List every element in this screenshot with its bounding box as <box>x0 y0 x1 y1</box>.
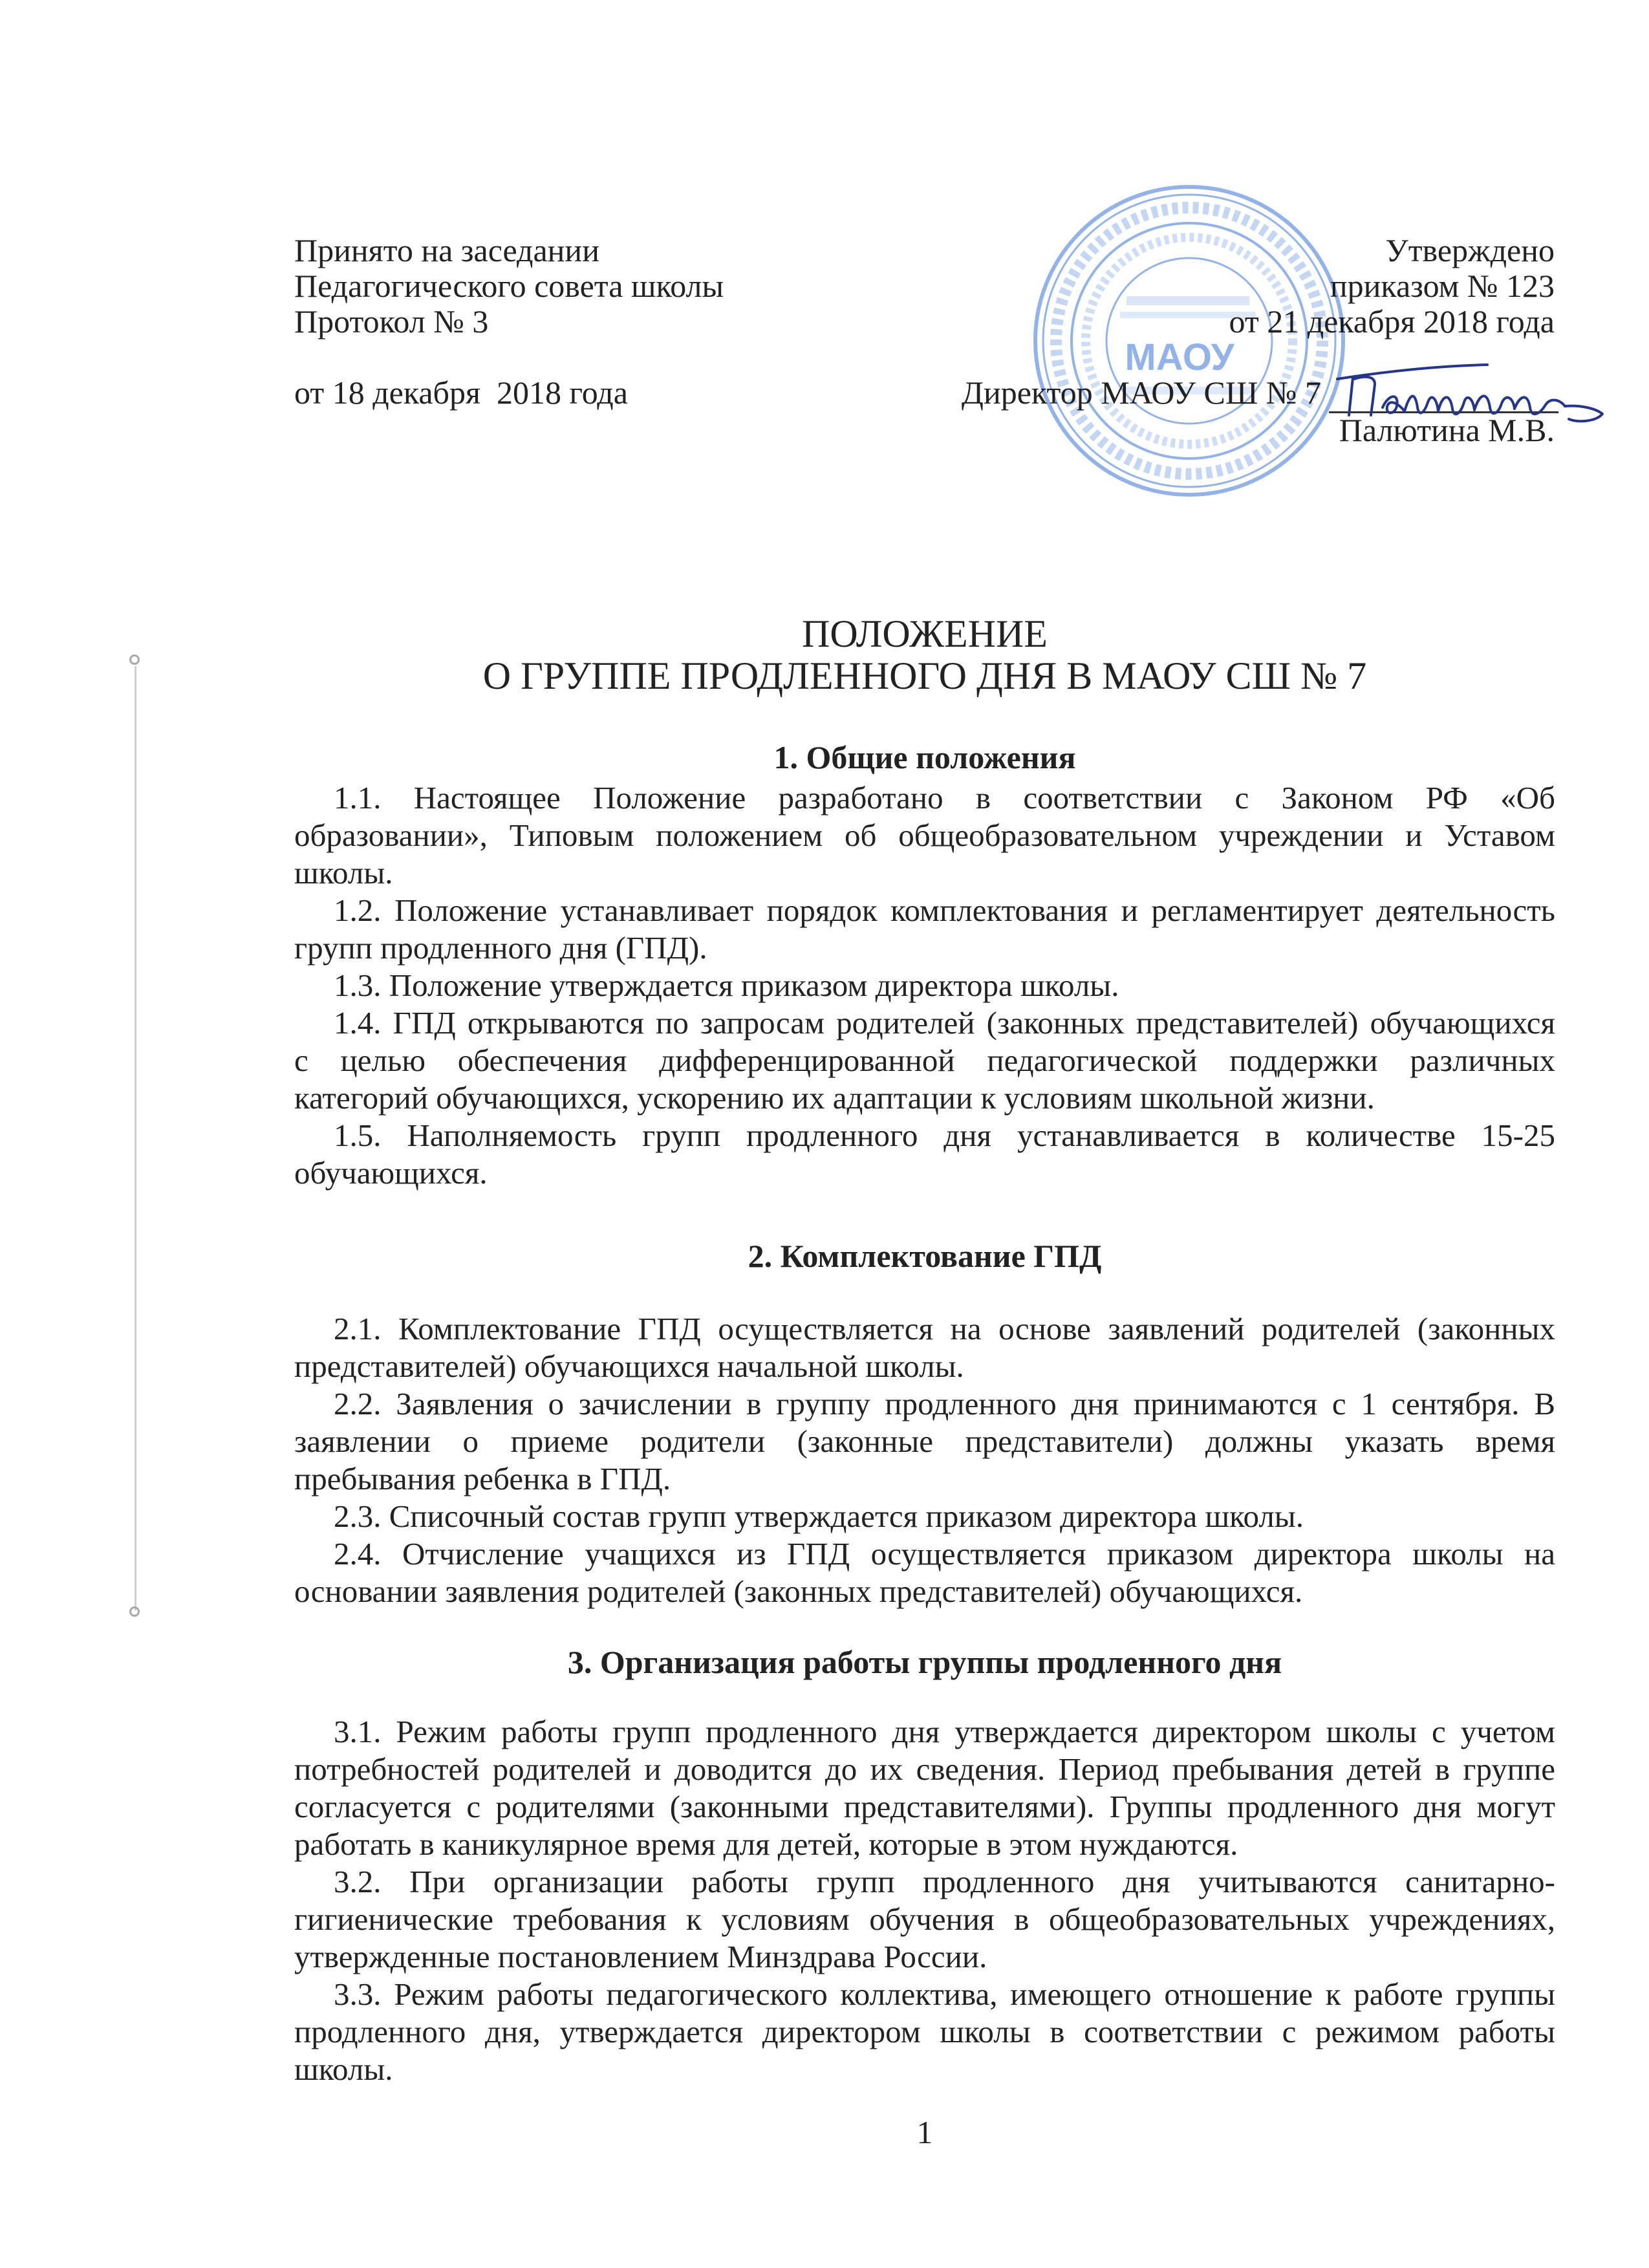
paragraph <box>294 1535 1555 1610</box>
text-line: согласуется с родителями (законными представителями). Группы продленного дня могут <box>294 1789 1555 1824</box>
page-number: 1 <box>916 2114 933 2150</box>
text-line: основании заявления родителей (законных представителей) обучающихся. <box>294 1573 1303 1609</box>
section-body <box>294 779 1555 1192</box>
text-line: представителей) обучающихся начальной школы. <box>294 1348 964 1384</box>
text-line: заявлении о приеме родители (законные представители) должны указать время <box>294 1423 1555 1459</box>
text-line: 2.1. Комплектование ГПД осуществляется на основе заявлений родителей (законных <box>334 1311 1555 1346</box>
text-line: 3.2. При организации работы групп продленного дня учитываются санитарно- <box>334 1864 1555 1899</box>
text-line: 1.2. Положение устанавливает порядок комплектования и регламентирует деятельность <box>334 892 1555 928</box>
text-line: пребывания ребенка в ГПД. <box>294 1461 671 1496</box>
accepted-block <box>294 233 724 411</box>
council-line: Педагогического совета школы <box>294 268 724 304</box>
order-date: от 21 декабря 2018 года <box>1229 303 1555 340</box>
text-line: 1.4. ГПД открываются по запросам родителей (законных представителей) обучающихся <box>334 1005 1555 1041</box>
text-line: 2.4. Отчисление учащихся из ГПД осуществляется приказом директора школы на <box>334 1536 1555 1571</box>
text-line: обучающихся. <box>294 1155 488 1191</box>
official-stamp-icon <box>1029 181 1349 501</box>
text-line: категорий обучающихся, ускорению их адаптации к условиям школьной жизни. <box>294 1080 1375 1116</box>
paragraph <box>294 1117 1555 1192</box>
text-line: потребностей родителей и доводится до их сведения. Период пребывания детей в группе <box>294 1751 1555 1787</box>
approved-line: Утверждено <box>1385 232 1555 268</box>
director-name: Палютина М.В. <box>1339 412 1555 448</box>
text-line: образовании», Типовым положением об общеобразовательном учреждении и Уставом <box>294 817 1555 853</box>
text-line: 2.3. Списочный состав групп утверждается приказом директора школы. <box>334 1498 1304 1534</box>
scan-artifact-mark <box>129 1606 140 1617</box>
text-line: утвержденные постановлением Минздрава России. <box>294 1939 987 1974</box>
paragraph <box>294 1310 1555 1385</box>
text-line: 1.5. Наполняемость групп продленного дня устанавливается в количестве 15-25 <box>334 1118 1555 1153</box>
section-heading: 2. Комплектование ГПД <box>748 1238 1102 1274</box>
section-heading: 3. Организация работы группы продленного дня <box>567 1644 1282 1680</box>
text-line: продленного дня, утверждается директором школы в соответствии с режимом работы <box>294 2014 1555 2049</box>
text-line: 3.3. Режим работы педагогического коллектива, имеющего отношение к работе группы <box>334 1976 1555 2012</box>
document-title: ПОЛОЖЕНИЕ <box>802 612 1048 655</box>
text-line: групп продленного дня (ГПД). <box>294 930 707 966</box>
protocol-line: Протокол № 3 <box>294 303 489 340</box>
paragraph <box>294 1004 1555 1117</box>
section-heading: 1. Общие положения <box>773 739 1076 775</box>
protocol-date: от 18 декабря 2018 года <box>294 374 628 411</box>
section-body <box>294 1713 1555 2088</box>
text-line: 3.1. Режим работы групп продленного дня утверждается директором школы с учетом <box>334 1714 1555 1749</box>
paragraph <box>294 1976 1555 2088</box>
text-line: с целью обеспечения дифференцированной педагогической поддержки различных <box>294 1042 1555 1078</box>
paragraph <box>294 967 1555 1004</box>
text-line: школы. <box>294 855 393 891</box>
paragraph <box>294 1385 1555 1498</box>
director-title: Директор МАОУ СШ № 7 <box>961 374 1321 411</box>
handwritten-signature-icon <box>1332 360 1610 431</box>
text-line: школы. <box>294 2051 393 2087</box>
stamp-center-text: МАОУ <box>1125 336 1234 378</box>
text-line: 2.2. Заявления о зачислении в группу продленного дня принимаются с 1 сентября. В <box>334 1386 1555 1421</box>
paragraph <box>294 1863 1555 1976</box>
text-line: 1.3. Положение утверждается приказом директора школы. <box>334 967 1119 1003</box>
paragraph <box>294 1713 1555 1863</box>
scan-artifact-line <box>135 666 136 1610</box>
document-subtitle: О ГРУППЕ ПРОДЛЕННОГО ДНЯ В МАОУ СШ № 7 <box>482 654 1367 697</box>
paragraph <box>294 1498 1555 1535</box>
accepted-line: Принято на заседании <box>294 232 599 268</box>
section-body <box>294 1310 1555 1610</box>
paragraph <box>294 892 1555 967</box>
text-line: 1.1. Настоящее Положение разработано в соответствии с Законом РФ «Об <box>334 780 1555 815</box>
text-line: гигиенические требования к условиям обучения в общеобразовательных учреждениях, <box>294 1901 1555 1937</box>
scan-artifact-mark <box>129 654 140 665</box>
order-number: приказом № 123 <box>1330 268 1555 304</box>
paragraph <box>294 779 1555 892</box>
text-line: работать в каникулярное время для детей, которые в этом нуждаются. <box>294 1826 1238 1862</box>
